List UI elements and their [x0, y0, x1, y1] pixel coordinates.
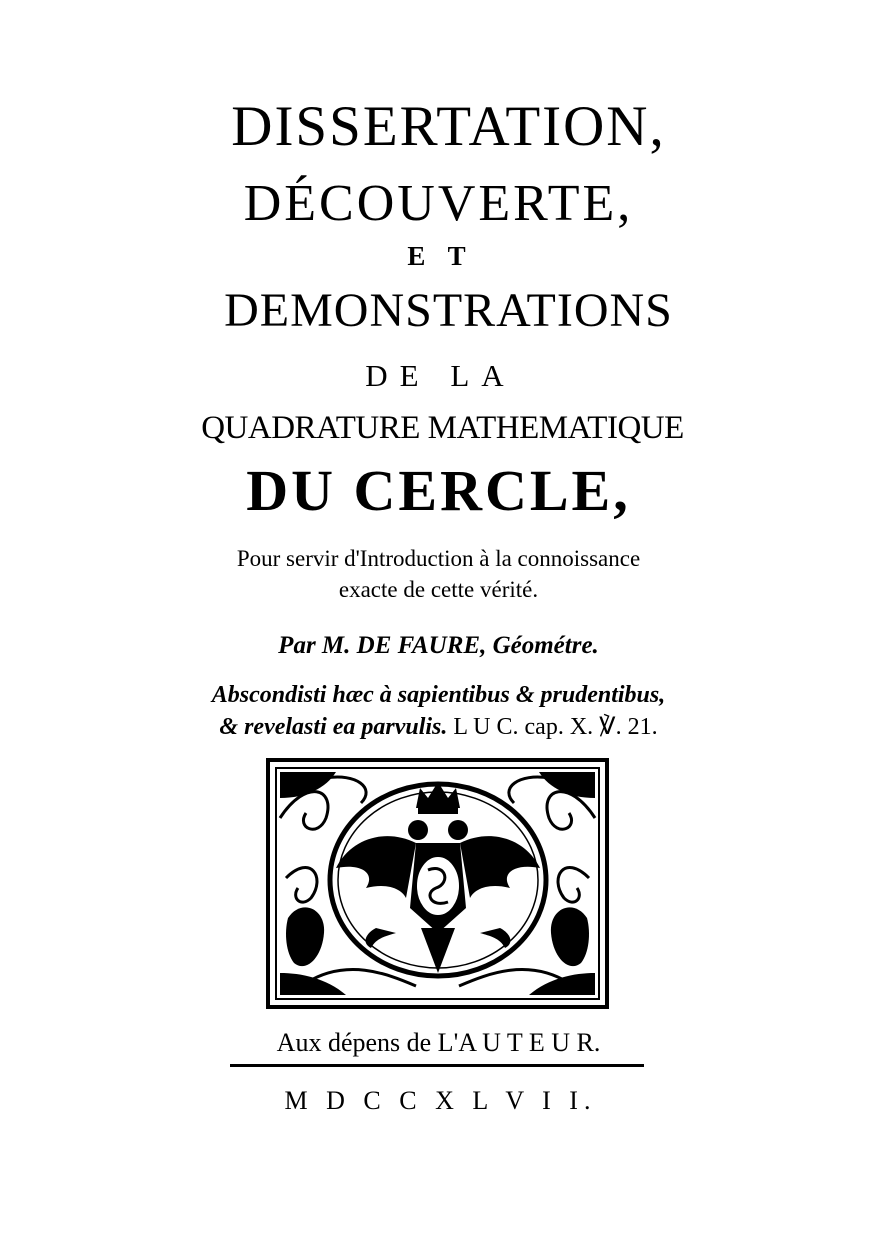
epigraph-reference: L U C. cap. X. ℣. 21. — [447, 714, 658, 740]
title-line-quadrature: QUADRATURE MATHEMATIQUE — [201, 410, 684, 446]
divider-rule — [230, 1064, 644, 1067]
epigraph-line-1: Abscondisti hæc à sapientibus & prudentibus, — [211, 682, 666, 708]
subtitle-line-2: exacte de cette vérité. — [338, 577, 539, 602]
title-line-de-la: DE LA — [365, 358, 516, 393]
author-line: Par M. DE FAURE, Géométre. — [278, 632, 599, 659]
subtitle-line-1: Pour servir d'Introduction à la connoissance — [236, 546, 641, 571]
year-roman-numeral: M D C C X L V I I. — [284, 1086, 597, 1115]
title-line-du-cercle: DU CERCLE, — [246, 458, 631, 523]
title-line-decouverte: DÉCOUVERTE, — [243, 175, 634, 232]
title-line-et: E T — [407, 241, 474, 271]
epigraph-line-2 — [0, 715, 877, 739]
imprint-line: Aux dépens de L'A U T E U R. — [276, 1028, 601, 1057]
title-line-dissertation: DISSERTATION, — [231, 95, 666, 158]
printers-ornament-eagle-vignette — [266, 758, 609, 1009]
epigraph-line-2-italic: & revelasti ea parvulis. — [219, 714, 448, 740]
title-line-demonstrations: DEMONSTRATIONS — [224, 284, 673, 337]
